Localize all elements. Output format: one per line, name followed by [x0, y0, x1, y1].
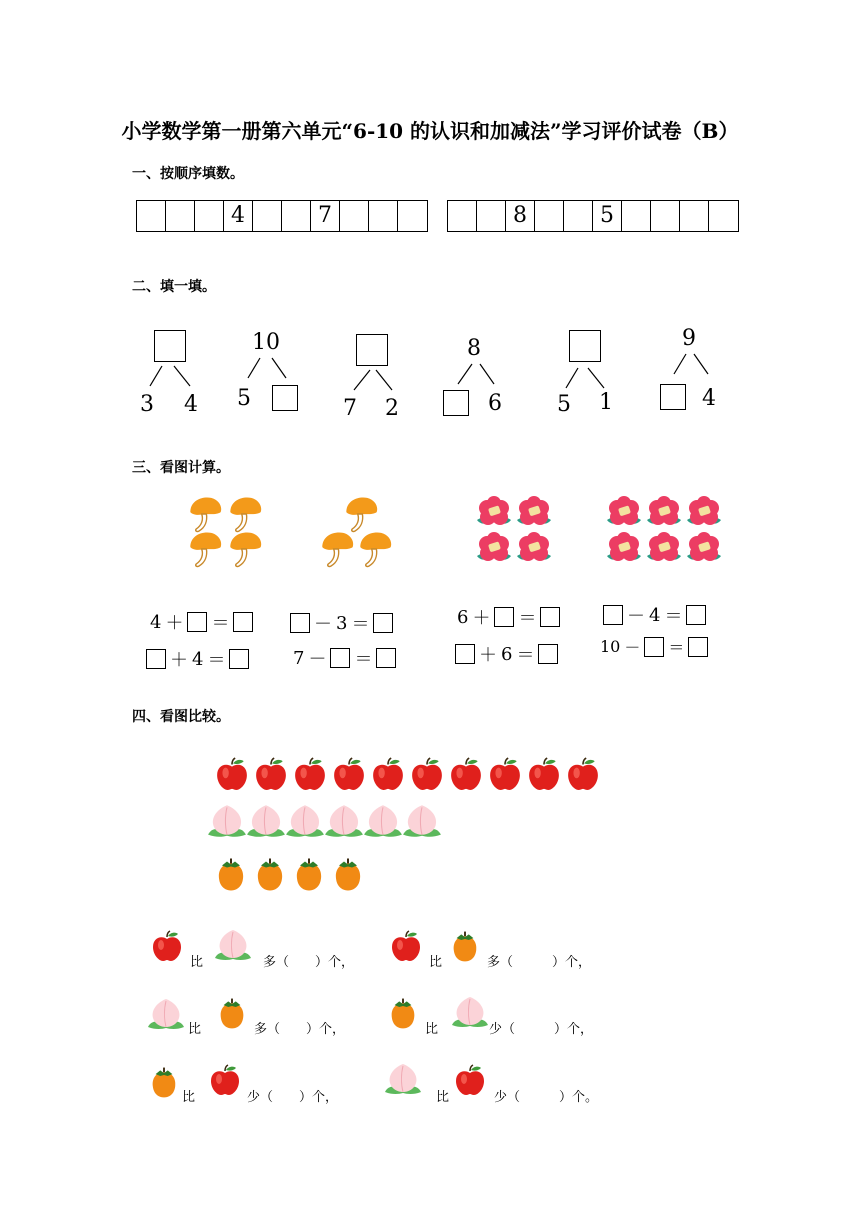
seq-cell: 7 — [311, 201, 340, 231]
tree-branches — [240, 356, 300, 382]
seq-cell[interactable] — [195, 201, 224, 231]
tree-left-number: 7 — [343, 396, 357, 421]
tree-top-number: 8 — [467, 336, 481, 361]
answer-box[interactable] — [686, 605, 706, 625]
answer-box[interactable] — [290, 613, 310, 633]
mushroom-icon — [228, 495, 263, 533]
apple-icon — [372, 757, 404, 791]
seq-cell[interactable] — [680, 201, 709, 231]
apple-icon — [528, 757, 560, 791]
answer-box[interactable] — [538, 644, 558, 664]
peach-icon — [213, 928, 253, 962]
tree-right-number: 1 — [599, 390, 613, 415]
seq-cell[interactable] — [369, 201, 398, 231]
tree-top-box[interactable] — [569, 330, 601, 362]
flower-icon — [474, 494, 514, 530]
section2-heading: 二、填一填。 — [132, 279, 216, 295]
answer-box[interactable] — [376, 648, 396, 668]
flower-icon — [684, 494, 724, 530]
tree-right-number: 6 — [488, 391, 502, 416]
seq-cell[interactable] — [651, 201, 680, 231]
tree-left-number: 5 — [237, 386, 251, 411]
equation: － 3 ＝ — [290, 610, 393, 636]
seq-cell[interactable] — [709, 201, 738, 231]
persimmon-icon — [389, 997, 417, 1030]
equation: － 4 ＝ — [603, 602, 706, 628]
compare-blank[interactable]: 少（ ）个， — [247, 1090, 339, 1105]
mushroom-icon — [344, 495, 379, 533]
peach-icon — [401, 803, 443, 839]
peach-icon — [362, 803, 404, 839]
equation: 6 ＋ ＝ — [457, 604, 560, 630]
answer-box[interactable] — [688, 637, 708, 657]
apple-icon — [489, 757, 521, 791]
compare-blank[interactable]: 多（ ）个， — [254, 1022, 346, 1037]
section4-heading: 四、看图比较。 — [132, 709, 230, 725]
seq-cell: 8 — [506, 201, 535, 231]
peach-icon — [146, 997, 186, 1031]
tree-branches — [446, 362, 506, 388]
tree-left-box[interactable] — [443, 390, 469, 416]
equation: ＋ 4 ＝ — [146, 646, 249, 672]
apple-icon — [255, 757, 287, 791]
persimmon-icon — [218, 997, 246, 1030]
answer-box[interactable] — [146, 649, 166, 669]
apple-icon — [411, 757, 443, 791]
flower-icon — [684, 530, 724, 566]
section3-heading: 三、看图计算。 — [132, 460, 230, 476]
peach-icon — [245, 803, 287, 839]
apple-icon — [333, 757, 365, 791]
seq-cell[interactable] — [166, 201, 195, 231]
seq-cell: 4 — [224, 201, 253, 231]
seq-cell[interactable] — [477, 201, 506, 231]
seq-cell[interactable] — [622, 201, 651, 231]
seq-cell[interactable] — [448, 201, 477, 231]
mushroom-icon — [358, 530, 393, 568]
tree-branches — [342, 368, 402, 392]
compare-word: 比 — [425, 1022, 439, 1037]
seq-cell[interactable] — [398, 201, 427, 231]
mushroom-icon — [228, 530, 263, 568]
flower-icon — [514, 530, 554, 566]
apple-icon — [294, 757, 326, 791]
apple-icon — [455, 1064, 485, 1096]
apple-icon — [216, 757, 248, 791]
tree-right-number: 4 — [702, 386, 716, 411]
flower-icon — [604, 494, 644, 530]
tree-top-number: 9 — [682, 326, 696, 351]
seq-cell[interactable] — [253, 201, 282, 231]
tree-left-number: 5 — [557, 392, 571, 417]
peach-icon — [206, 803, 248, 839]
answer-box[interactable] — [494, 607, 514, 627]
answer-box[interactable] — [603, 605, 623, 625]
persimmon-icon — [255, 857, 285, 892]
answer-box[interactable] — [644, 637, 664, 657]
tree-right-box[interactable] — [272, 385, 298, 411]
mushroom-icon — [188, 495, 223, 533]
peach-icon — [284, 803, 326, 839]
answer-box[interactable] — [229, 649, 249, 669]
tree-branches — [662, 352, 722, 378]
equation: 4 ＋ ＝ — [150, 609, 253, 635]
tree-top-number: 10 — [252, 330, 280, 355]
tree-right-number: 2 — [385, 396, 399, 421]
equation: 10 － ＝ — [600, 635, 708, 658]
peach-icon — [323, 803, 365, 839]
apple-icon — [152, 930, 182, 962]
persimmon-icon — [150, 1066, 178, 1099]
flower-icon — [514, 494, 554, 530]
answer-box[interactable] — [540, 607, 560, 627]
tree-top-box[interactable] — [356, 334, 388, 366]
page-title: 小学数学第一册第六单元“6-10 的认识和加减法”学习评价试卷（B） — [121, 119, 739, 143]
compare-blank[interactable]: 少（ ）个。 — [494, 1090, 599, 1105]
apple-icon — [450, 757, 482, 791]
apple-icon — [210, 1064, 240, 1096]
persimmon-icon — [216, 857, 246, 892]
compare-word: 比 — [182, 1090, 196, 1105]
compare-word: 比 — [436, 1090, 450, 1105]
sequence-row-b — [447, 200, 739, 232]
tree-left-number: 3 — [140, 392, 154, 417]
persimmon-icon — [333, 857, 363, 892]
equation: 7 － ＝ — [293, 645, 396, 671]
tree-top-box[interactable] — [154, 330, 186, 362]
answer-box[interactable] — [330, 648, 350, 668]
persimmon-icon — [294, 857, 324, 892]
equation: ＋ 6 ＝ — [455, 641, 558, 667]
compare-word: 比 — [190, 955, 204, 970]
tree-branches — [556, 366, 616, 390]
seq-cell[interactable] — [564, 201, 593, 231]
seq-cell[interactable] — [137, 201, 166, 231]
seq-cell[interactable] — [282, 201, 311, 231]
apple-icon — [567, 757, 599, 791]
compare-blank[interactable]: 少（ ）个， — [489, 1022, 594, 1037]
tree-left-box[interactable] — [660, 384, 686, 410]
sequence-row-a — [136, 200, 428, 232]
mushroom-icon — [188, 530, 223, 568]
flower-icon — [604, 530, 644, 566]
tree-right-number: 4 — [184, 392, 198, 417]
answer-box[interactable] — [233, 612, 253, 632]
compare-word: 比 — [188, 1022, 202, 1037]
compare-blank[interactable]: 多（ ）个， — [263, 955, 355, 970]
seq-cell[interactable] — [535, 201, 564, 231]
compare-word: 比 — [429, 955, 443, 970]
compare-blank[interactable]: 多（ ）个， — [487, 955, 592, 970]
answer-box[interactable] — [187, 612, 207, 632]
flower-icon — [644, 530, 684, 566]
peach-icon — [450, 995, 490, 1029]
answer-box[interactable] — [455, 644, 475, 664]
section1-heading: 一、按顺序填数。 — [132, 166, 244, 182]
seq-cell[interactable] — [340, 201, 369, 231]
flower-icon — [474, 530, 514, 566]
seq-cell: 5 — [593, 201, 622, 231]
persimmon-icon — [451, 930, 479, 963]
tree-branches — [140, 364, 200, 388]
answer-box[interactable] — [373, 613, 393, 633]
apple-icon — [391, 930, 421, 962]
flower-icon — [644, 494, 684, 530]
mushroom-icon — [320, 530, 355, 568]
peach-icon — [383, 1062, 423, 1096]
